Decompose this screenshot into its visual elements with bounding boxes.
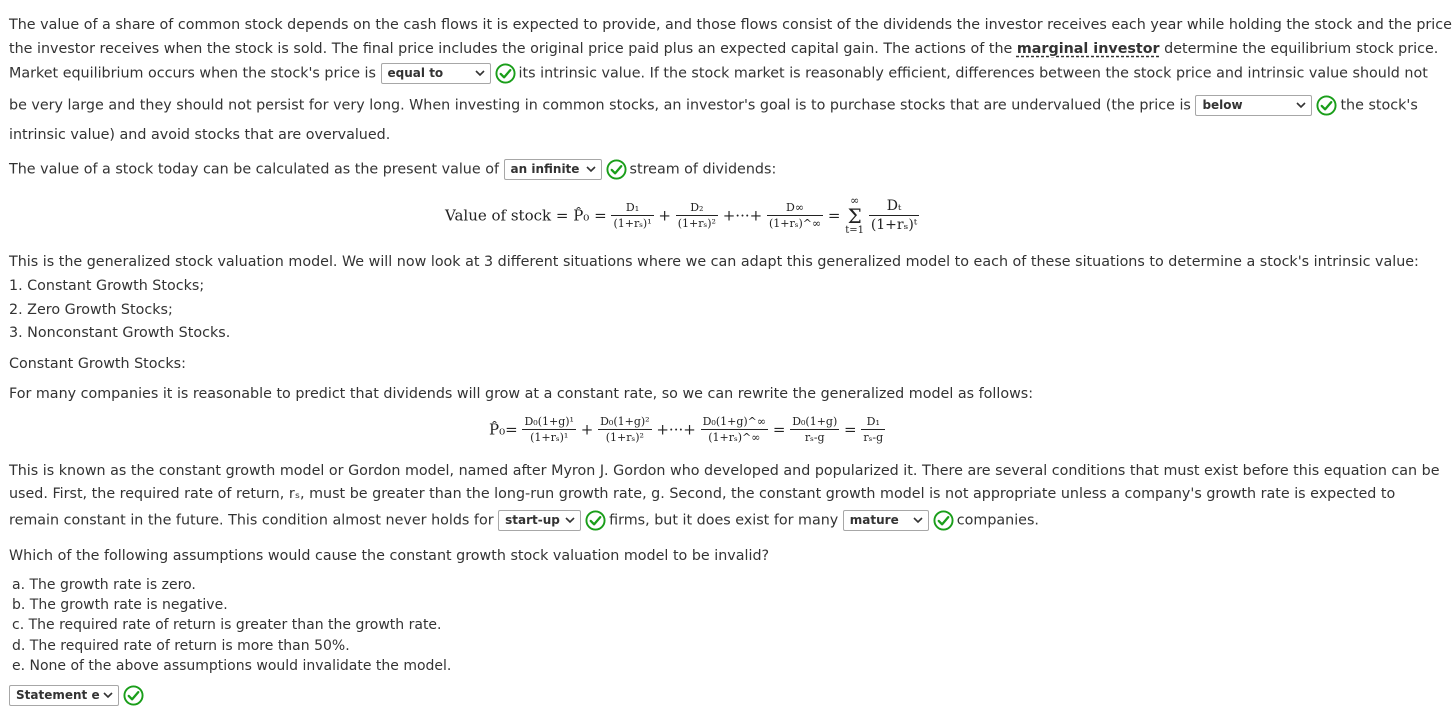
para3: This is the generalized stock valuation model. We will now look at 3 different situations where we can adapt this generalized model to each of these situations to determine a stock's intrinsic value: (9, 254, 1419, 270)
undervalued-dropdown[interactable] (1195, 95, 1312, 116)
para5-line3-c: companies. (956, 512, 1039, 529)
para1-line2 (9, 41, 1438, 57)
para5-line3-a: remain constant in the future. This condition almost never holds for (9, 512, 494, 529)
para5-line3 (9, 510, 1039, 531)
formula1-term1: $\frac{\text{D₁}}{\text{(1+rₛ)¹}}$ (613, 201, 652, 230)
chevron-down-icon (1296, 98, 1306, 112)
list-item: 1. Constant Growth Stocks; (9, 278, 205, 294)
chevron-down-icon (103, 688, 113, 702)
para1-line4 (9, 95, 1418, 116)
formula1-sum: ∞ Σ t=1 (845, 194, 865, 236)
formula-constant-growth: P̂₀= $\frac{\text{D₀(1+g)¹}}{\text{(1+rₛ)¹}}$ + $\frac{\text{D₀(1+g)²}}{\text{(1+rₛ)²}}$ +···+ $\frac{\text{D₀(1+g)\textasciicircum{}∞}}{\text{(1+rₛ)\textasciicircum{}∞}}$ = $\frac{\text{D₀(1+g)}}{\text{rₛ-g}}$ = $\frac{\text{D₁}}{\text{rₛ-g}}$ (489, 415, 884, 444)
para1-line2-a: the investor receives when the stock is sold. The final price includes the original price paid plus an expected capital gain. The actions of the (9, 41, 1013, 57)
dropdown-value: start-up (505, 513, 560, 527)
para2-before: The value of a stock today can be calculated as the present value of (9, 161, 499, 178)
formula1-term4: $\frac{\text{Dₜ}}{\text{(1+rₛ)ᵗ}}$ (870, 198, 918, 233)
option-e: e. None of the above assumptions would invalidate the model. (12, 658, 452, 674)
marginal-investor-term[interactable]: marginal investor (1016, 41, 1160, 57)
price-relation-dropdown[interactable] (381, 63, 491, 84)
chevron-down-icon (586, 162, 596, 176)
checkmark-circle-icon (933, 510, 954, 531)
para2-after: stream of dividends: (629, 161, 777, 178)
startup-dropdown[interactable] (498, 510, 581, 531)
para1-line4-a: be very large and they should not persist for very long. When investing in common stocks, an investor's goal is to purchase stocks that are undervalued (the price is (9, 97, 1191, 114)
formula2-term4: $\frac{\text{D₀(1+g)}}{\text{rₛ-g}}$ (792, 415, 838, 444)
para4: For many companies it is reasonable to predict that dividends will grow at a constant rate, so we can rewrite the generalized model as follows: (9, 386, 1034, 402)
dividend-stream-dropdown[interactable] (504, 159, 602, 180)
para5-line1: This is known as the constant growth model or Gordon model, named after Myron J. Gordon who developed and popularized it. There are several conditions that must exist before this equation can be (9, 463, 1440, 479)
para1-line2-b: determine the equilibrium stock price. (1164, 41, 1439, 57)
dropdown-value: mature (849, 513, 899, 527)
para1-line3 (9, 63, 1428, 84)
checkmark-circle-icon (585, 510, 606, 531)
list-item: 2. Zero Growth Stocks; (9, 302, 173, 318)
para5-line2: used. First, the required rate of return, rₛ, must be greater than the long-run growth rate, g. Second, the constant growth model is not appropriate unless a company's growth rate is expected to (9, 486, 1396, 502)
constant-growth-heading: Constant Growth Stocks: (9, 356, 186, 372)
checkmark-circle-icon (495, 63, 516, 84)
formula1-term2: $\frac{\text{D₂}}{\text{(1+rₛ)²}}$ (677, 201, 716, 230)
question-text: Which of the following assumptions would cause the constant growth stock valuation model to be invalid? (9, 548, 770, 564)
dropdown-value: below (1202, 98, 1243, 112)
formula2-dots: +···+ (656, 420, 696, 439)
para1-line4-b: the stock's (1340, 97, 1418, 114)
formula2-term2: $\frac{\text{D₀(1+g)²}}{\text{(1+rₛ)²}}$ (600, 415, 650, 444)
checkmark-circle-icon (606, 159, 627, 180)
formula1-lhs: Value of stock = P̂₀ = (445, 206, 607, 225)
para1-line5: intrinsic value) and avoid stocks that are overvalued. (9, 127, 391, 143)
checkmark-circle-icon (1316, 95, 1337, 116)
chevron-down-icon (475, 66, 485, 80)
formula2-term5: $\frac{\text{D₁}}{\text{rₛ-g}}$ (863, 415, 884, 444)
checkmark-circle-icon (123, 685, 144, 706)
dropdown-value: an infinite (510, 162, 580, 176)
dropdown-value: Statement e (16, 688, 100, 702)
para1-line3-b: its intrinsic value. If the stock market is reasonably efficient, differences between the stock price and intrinsic value should not (518, 65, 1428, 82)
formula1-dots: +···+ (722, 206, 763, 225)
option-d: d. The required rate of return is more than 50%. (12, 638, 350, 654)
para1-line1: The value of a share of common stock depends on the cash flows it is expected to provide, and those flows consist of the dividends the investor receives each year while holding the stock and the price (9, 17, 1452, 33)
formula2-term1: $\frac{\text{D₀(1+g)¹}}{\text{(1+rₛ)¹}}$ (524, 415, 574, 444)
dropdown-value: equal to (387, 66, 444, 80)
formula2-lhs: P̂₀= (489, 420, 518, 439)
option-a: a. The growth rate is zero. (12, 577, 196, 593)
chevron-down-icon (913, 513, 923, 527)
option-c: c. The required rate of return is greater than the growth rate. (12, 617, 442, 633)
answer-dropdown[interactable] (9, 685, 119, 706)
option-b: b. The growth rate is negative. (12, 597, 228, 613)
list-item: 3. Nonconstant Growth Stocks. (9, 325, 231, 341)
formula2-term3: $\frac{\text{D₀(1+g)\textasciicircum{}∞}}{\text{(1+rₛ)\textasciicircum{}∞}}$ (702, 415, 767, 444)
para5-line3-b: firms, but it does exist for many (609, 512, 839, 529)
para2 (9, 159, 776, 180)
answer-row (9, 685, 147, 706)
formula1-term3: $\frac{D\infty}{\text{(1+rₛ)\textasciicircum{}∞}}$ (768, 201, 822, 230)
mature-dropdown[interactable] (843, 510, 929, 531)
para1-line3-a: Market equilibrium occurs when the stock's price is (9, 65, 376, 82)
chevron-down-icon (565, 513, 575, 527)
formula-general: Value of stock = P̂₀ = $\frac{\text{D₁}}{\text{(1+rₛ)¹}}$ + $\frac{\text{D₂}}{\text{(1+rₛ)²}}$ +···+ $\frac{D\infty}{\text{(1+rₛ)\textasciicircum{}∞}}$ = ∞ Σ t=1 $\frac{\text{Dₜ}}{\text{(1+rₛ)ᵗ}}$ (445, 194, 918, 236)
